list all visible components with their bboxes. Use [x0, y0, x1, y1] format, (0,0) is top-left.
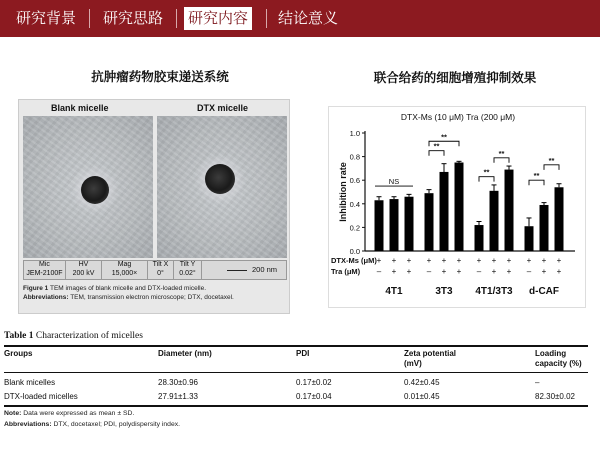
sign-mark: + [556, 256, 562, 265]
micelle-particle [205, 164, 235, 194]
sign-mark: + [426, 256, 432, 265]
sign-mark: + [491, 256, 497, 265]
significance-bracket [429, 151, 444, 156]
significance-label: ** [441, 132, 447, 142]
sign-mark: + [526, 256, 532, 265]
bar [375, 200, 384, 251]
sign-mark: – [526, 267, 532, 276]
y-tick-label: 1.0 [349, 129, 360, 138]
info-cell-mic: Mic JEM-2100F [24, 261, 66, 279]
info-cell-tilt-y: Tilt Y 0.02° [174, 261, 202, 279]
significance-bracket [544, 165, 559, 170]
table-rule-bottom [4, 405, 588, 407]
sign-mark: + [541, 256, 547, 265]
tab-research-approach[interactable]: 研究思路 [103, 9, 164, 27]
tab-separator [89, 9, 90, 28]
scale-bar [227, 270, 247, 271]
sign-mark: + [391, 256, 397, 265]
significance-label: ** [533, 171, 540, 181]
table-header-diameter: Diameter (nm) [158, 349, 212, 358]
table-rule-mid [4, 372, 588, 373]
y-tick-label: 0.2 [349, 223, 360, 233]
info-cell-hv: HV 200 kV [66, 261, 102, 279]
group-label: 4T1 [385, 286, 403, 297]
bar [455, 163, 464, 252]
significance-bracket [479, 177, 494, 182]
row-label: DTX-Ms (μM) [331, 256, 377, 265]
sign-mark: + [456, 267, 462, 276]
group-label: 4T1/3T3 [475, 286, 513, 297]
tem-image-blank-micelle [23, 116, 153, 258]
sign-mark: + [506, 256, 512, 265]
sign-mark: + [556, 267, 562, 276]
sign-mark: + [491, 267, 497, 276]
sign-mark: + [541, 267, 547, 276]
sign-mark: – [426, 267, 432, 276]
significance-label: ** [483, 167, 490, 177]
bar-chart-svg [329, 107, 587, 309]
sign-mark: + [391, 267, 397, 276]
sign-mark: – [376, 267, 382, 276]
table-rule-top [4, 345, 588, 347]
significance-bracket [494, 158, 509, 163]
tab-separator [266, 9, 267, 28]
y-axis-label: Inhibition rate [338, 162, 348, 222]
table-cell: 28.30±0.96 [158, 378, 198, 387]
bar [540, 205, 549, 251]
significance-bracket [529, 180, 544, 185]
group-label: 3T3 [435, 286, 453, 297]
bar [555, 187, 564, 251]
significance-label: ** [548, 155, 555, 165]
abbrev-prefix: Abbreviations: [23, 294, 69, 301]
table-title: Table 1 Characterization of micelles [4, 331, 143, 341]
table-cell: 27.91±1.33 [158, 392, 198, 401]
sign-mark: + [406, 267, 412, 276]
bar [475, 225, 484, 251]
sign-mark: + [376, 256, 382, 265]
info-cell-tilt-x: Tilt X 0° [148, 261, 174, 279]
scale-bar-label: 200 nm [252, 265, 278, 274]
bar [390, 199, 399, 251]
table-cell: 0.42±0.45 [404, 378, 440, 387]
bar [490, 191, 499, 251]
sign-mark: + [441, 256, 447, 265]
bar [440, 172, 449, 251]
sign-mark: – [476, 267, 482, 276]
table-header-zeta: Zeta potential [404, 349, 457, 358]
tem-figure [18, 99, 290, 314]
panel-title-blank: Blank micelle [51, 103, 109, 113]
table-cell: 0.01±0.45 [404, 392, 440, 401]
sign-mark: + [441, 267, 447, 276]
figure-caption [23, 284, 288, 302]
row-label: Tra (μM) [331, 267, 361, 276]
bar-chart [328, 106, 586, 308]
info-cell-mag: Mag 15,000× [102, 261, 148, 279]
table-cell: 0.17±0.02 [296, 378, 332, 387]
y-tick-label: 0.0 [349, 247, 360, 256]
tab-separator [176, 9, 177, 28]
section-heading-left: 抗肿瘤药物胶束递送系统 [91, 69, 229, 84]
tab-conclusion[interactable]: 结论意义 [278, 9, 339, 27]
sign-mark: + [456, 256, 462, 265]
table-cell: 0.17±0.04 [296, 392, 332, 401]
micelle-particle [81, 176, 109, 204]
table-header-pdi: PDI [296, 349, 310, 358]
table-header-loading-unit: capacity (%) [535, 359, 582, 368]
significance-label: NS [388, 177, 400, 187]
tab-research-content[interactable]: 研究内容 [184, 7, 252, 30]
table-cell: Blank micelles [4, 378, 56, 387]
table-note: Note: Data were expressed as mean ± SD. [4, 410, 135, 417]
table-cell: 82.30±0.02 [535, 392, 575, 401]
significance-label: ** [498, 148, 505, 158]
abbrev-text: TEM, transmission electron microscope; DTX, docetaxel. [68, 294, 234, 301]
table-header-loading: Loading [535, 349, 567, 358]
bar [525, 226, 534, 251]
y-tick-label: 0.8 [349, 152, 360, 162]
chart-title: DTX-Ms (10 μM) Tra (200 μM) [400, 112, 516, 122]
y-tick-label: 0.6 [349, 176, 360, 186]
group-label: d-CAF [529, 286, 559, 297]
sign-mark: + [476, 256, 482, 265]
bar [505, 170, 514, 251]
bar [425, 193, 434, 251]
caption-prefix: Figure 1 [23, 285, 49, 292]
bar [405, 197, 414, 251]
caption-text: TEM images of blank micelle and DTX-loaded micelle. [48, 285, 207, 292]
section-heading-right: 联合给药的细胞增殖抑制效果 [373, 70, 537, 85]
tab-research-background[interactable]: 研究背景 [16, 9, 77, 27]
significance-label: ** [433, 141, 440, 151]
table-abbreviations: Abbreviations: DTX, docetaxel; PDI, polydispersity index. [4, 421, 181, 428]
microscope-info-bar [23, 260, 287, 280]
sign-mark: + [506, 267, 512, 276]
top-nav [0, 0, 600, 37]
panel-title-dtx: DTX micelle [197, 103, 249, 113]
tem-image-dtx-micelle [157, 116, 287, 258]
table-header-groups: Groups [4, 349, 33, 358]
table-cell: DTX-loaded micelles [4, 392, 78, 401]
table-header-zeta-unit: (mV) [404, 359, 422, 368]
table-cell: – [535, 378, 540, 387]
y-tick-label: 0.4 [349, 199, 360, 209]
sign-mark: + [406, 256, 412, 265]
